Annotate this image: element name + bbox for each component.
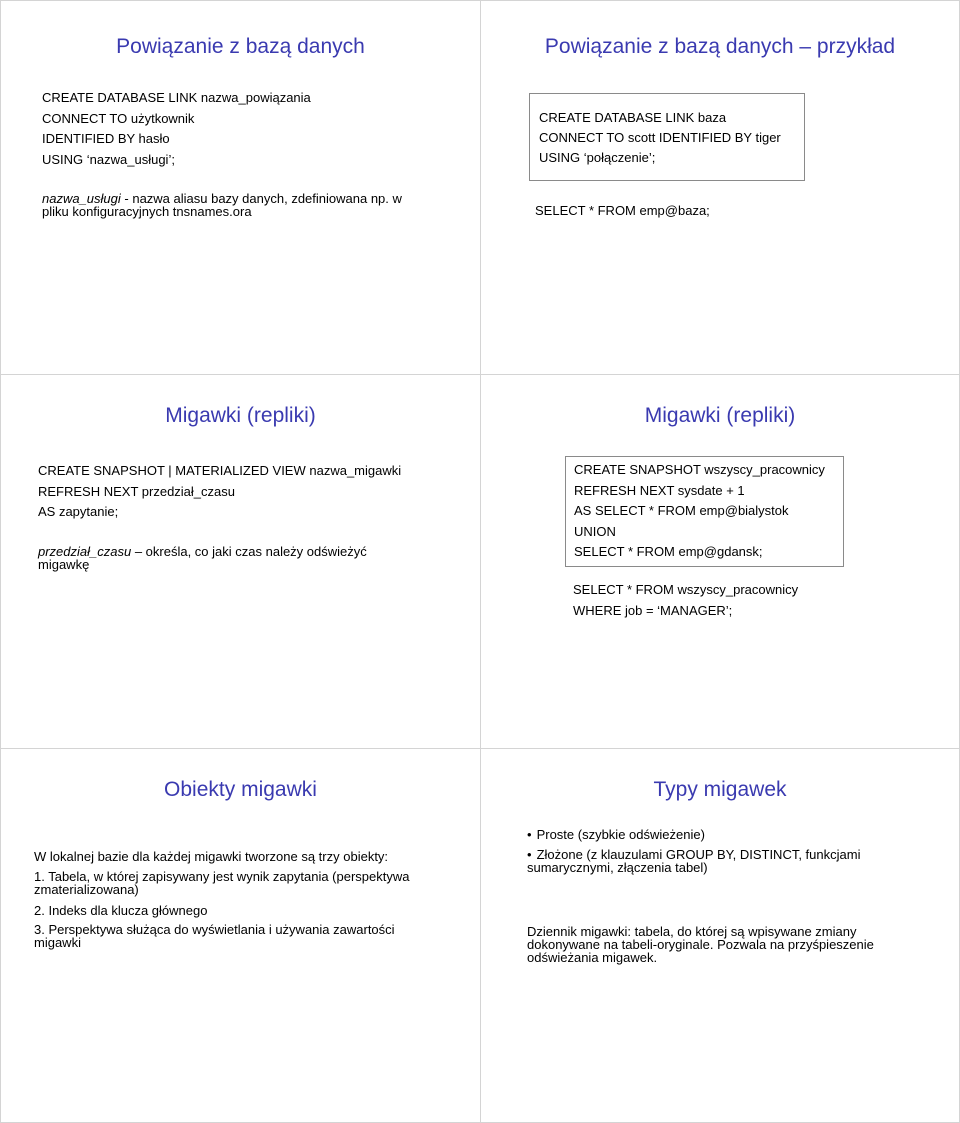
- note-term: przedział_czasu: [38, 544, 132, 559]
- code-line: CREATE DATABASE LINK baza: [539, 110, 727, 125]
- list-item: 2. Indeks dla klucza głównego: [34, 903, 208, 918]
- code-line: SELECT * FROM emp@gdansk;: [574, 544, 763, 559]
- code-box: [529, 93, 805, 181]
- code-line: CREATE SNAPSHOT wszyscy_pracownicy: [574, 462, 825, 477]
- list-item: 1. Tabela, w której zapisywany jest wynik zapytania (perspektywa zmaterializowana): [34, 869, 410, 897]
- slide-title: Migawki (repliki): [165, 404, 316, 427]
- slide-database-link: [0, 0, 481, 375]
- slide-snapshots: [0, 374, 481, 749]
- code-line: IDENTIFIED BY hasło: [42, 131, 170, 146]
- slide-title: Obiekty migawki: [164, 778, 317, 801]
- note-term: nazwa_usługi: [42, 191, 121, 206]
- query-line: WHERE job = ‘MANAGER’;: [573, 603, 733, 618]
- code-line: AS zapytanie;: [38, 504, 119, 519]
- slide-snapshot-objects: [0, 748, 481, 1123]
- note-text: [38, 545, 383, 571]
- code-line: REFRESH NEXT przedział_czasu: [38, 484, 235, 499]
- note-description: - nazwa aliasu bazy danych, zdefiniowana np. w pliku konfiguracyjnych tnsnames.ora: [42, 191, 402, 219]
- slide-title: Typy migawek: [653, 778, 787, 801]
- slide-snapshots-example: [480, 374, 960, 749]
- slide-title: Powiązanie z bazą danych: [116, 35, 365, 58]
- bullet-item: • Proste (szybkie odświeżenie): [527, 827, 705, 842]
- intro-text: W lokalnej bazie dla każdej migawki tworzone są trzy obiekty:: [34, 849, 389, 864]
- note-text: [42, 192, 412, 218]
- slide-database-link-example: [480, 0, 960, 375]
- slide-title: Migawki (repliki): [644, 404, 796, 427]
- log-description: Dziennik migawki: tabela, do której są wpisywane zmiany dokonywane na tabeli-oryginale. Pozwala na przyśpieszenie odświeżania migawek.: [527, 924, 874, 965]
- slide-snapshot-types: [480, 748, 960, 1123]
- code-line: UNION: [574, 524, 616, 539]
- code-line: CREATE SNAPSHOT | MATERIALIZED VIEW nazwa_migawki: [38, 463, 402, 478]
- bullet-item: • Złożone (z klauzulami GROUP BY, DISTINCT, funkcjami sumarycznymi, złączenia tabel): [527, 848, 882, 874]
- code-line: AS SELECT * FROM emp@bialystok: [574, 503, 789, 518]
- code-line: CREATE DATABASE LINK nazwa_powiązania: [42, 90, 311, 105]
- slide-title: Powiązanie z bazą danych – przykład: [544, 35, 896, 58]
- query-line: SELECT * FROM wszyscy_pracownicy: [573, 582, 799, 597]
- code-box: [565, 456, 844, 567]
- note-description: – określa, co jaki czas należy odświeżyć migawkę: [38, 544, 367, 572]
- code-line: CONNECT TO użytkownik: [42, 111, 195, 126]
- code-line: USING ‘połączenie’;: [539, 150, 656, 165]
- code-line: USING ‘nazwa_usługi’;: [42, 152, 175, 167]
- code-line: CONNECT TO scott IDENTIFIED BY tiger: [539, 130, 781, 145]
- list-item: 3. Perspektywa służąca do wyświetlania i używania zawartości migawki: [34, 922, 395, 950]
- code-line: REFRESH NEXT sysdate + 1: [574, 483, 745, 498]
- select-statement: SELECT * FROM emp@baza;: [535, 203, 710, 218]
